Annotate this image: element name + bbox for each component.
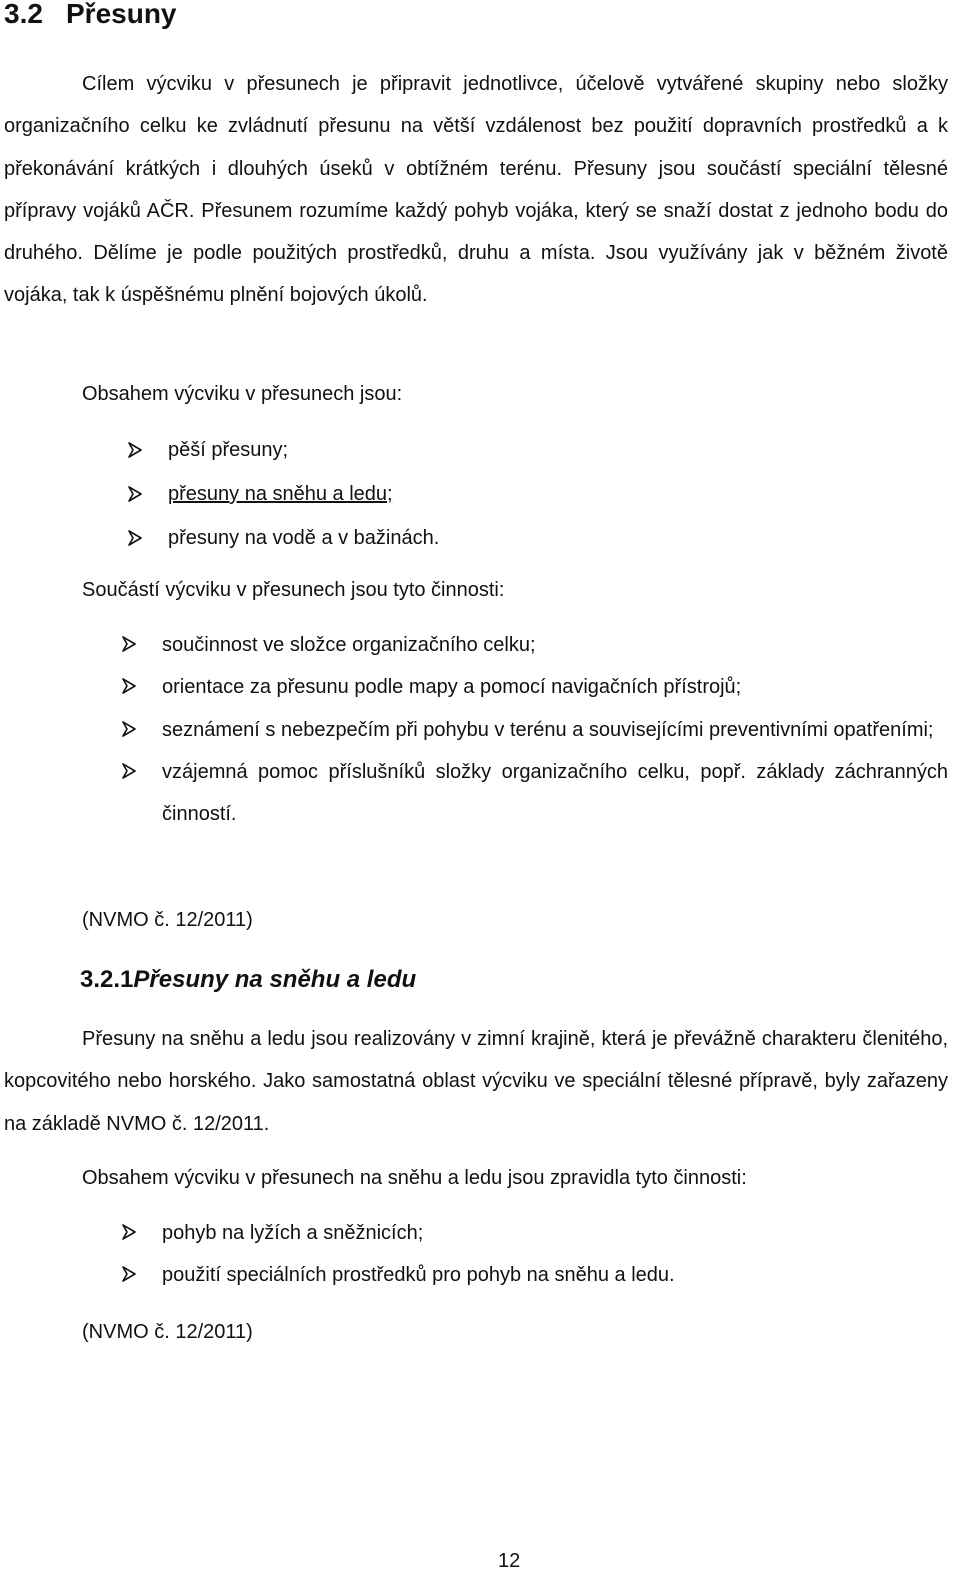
- list-item-text: pěší přesuny;: [168, 439, 289, 461]
- list-item: [120, 751, 948, 836]
- list-item-text: pohyb na lyžích a sněžnicích;: [162, 1222, 424, 1244]
- activities-list: [120, 624, 948, 835]
- subsection-number: 3.2.1: [80, 966, 134, 993]
- arrow-bullet-icon: [122, 763, 136, 779]
- arrow-bullet-icon: [128, 486, 142, 502]
- page-number: 12: [498, 1550, 521, 1572]
- activities-intro: Součástí výcviku v přesunech jsou tyto činnosti:: [82, 579, 505, 601]
- snow-content-intro: Obsahem výcviku v přesunech na sněhu a ledu jsou zpravidla tyto činnosti:: [82, 1167, 747, 1189]
- list-item: [124, 472, 464, 516]
- list-item: [120, 1254, 948, 1296]
- list-item-text: použití speciálních prostředků pro pohyb na sněhu a ledu.: [162, 1264, 675, 1287]
- list-item: [120, 709, 948, 751]
- arrow-bullet-icon: [128, 442, 142, 458]
- arrow-bullet-icon: [128, 530, 142, 546]
- section-heading: [4, 0, 177, 32]
- arrow-bullet-icon: [122, 678, 136, 694]
- list-item: [124, 428, 464, 472]
- arrow-bullet-icon: [122, 1266, 136, 1282]
- list-item-text: přesuny na sněhu a ledu;: [168, 483, 393, 505]
- list-item-text: vzájemná pomoc příslušníků složky organizačního celku, popř. základy záchranných činností.: [162, 760, 948, 826]
- snow-list: [120, 1212, 948, 1297]
- list-item: [120, 624, 948, 666]
- citation: (NVMO č. 12/2011): [82, 1321, 253, 1343]
- list-item-text: součinnost ve složce organizačního celku;: [162, 634, 536, 656]
- list-item-text: přesuny na vodě a v bažinách.: [168, 527, 440, 549]
- section-title: Přesuny: [66, 0, 177, 29]
- subsection-heading: [80, 962, 416, 998]
- subsection-title: Přesuny na sněhu a ledu: [133, 966, 417, 993]
- list-item-text: orientace za přesunu podle mapy a pomocí navigačních přístrojů;: [162, 676, 742, 699]
- arrow-bullet-icon: [122, 636, 136, 652]
- snow-paragraph: Přesuny na sněhu a ledu jsou realizovány v zimní krajině, která je převážně charakteru členitého, kopcovitého nebo horského. Jako samostatná oblast výcviku ve speciální tělesné přípravě, byly zařazeny na základě NVMO č. 12/2011.: [4, 1028, 948, 1135]
- content-intro: Obsahem výcviku v přesunech jsou:: [82, 383, 403, 405]
- list-item: [120, 1212, 948, 1254]
- arrow-bullet-icon: [122, 721, 136, 737]
- intro-paragraph: Cílem výcviku v přesunech je připravit jednotlivce, účelově vytvářené skupiny nebo složky organizačního celku ke zvládnutí přesunu na větší vzdálenost bez použití dopravních prostředků a k překonávání krátkých i dlouhých úseků v obtížném terénu. Přesuny jsou součástí speciální tělesné přípravy vojáků AČR. Přesunem rozumíme každý pohyb vojáka, který se snaží dostat z jednoho bodu do druhého. Dělíme je podle použitých prostředků, druhu a místa. Jsou využívány jak v běžném životě vojáka, tak k úspěšnému plnění bojových úkolů.: [4, 73, 948, 307]
- list-item: [124, 516, 464, 560]
- list-item-text: seznámení s nebezpečím při pohybu v terénu a souvisejícími preventivními opatřeními;: [162, 718, 934, 741]
- content-list: [124, 428, 464, 560]
- arrow-bullet-icon: [122, 1224, 136, 1240]
- section-number: 3.2: [4, 0, 43, 29]
- list-item: [120, 666, 948, 708]
- citation: (NVMO č. 12/2011): [82, 909, 253, 931]
